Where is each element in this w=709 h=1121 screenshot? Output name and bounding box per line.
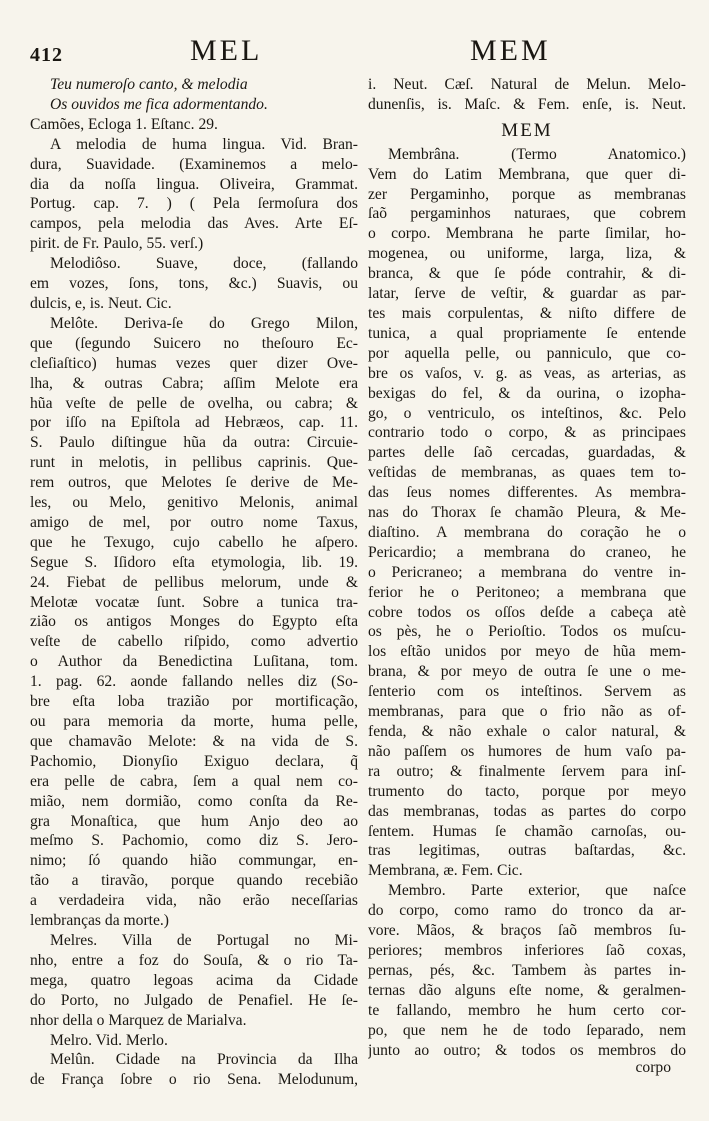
text-line: Membrâna. (Termo Anatomico.) (388, 145, 686, 163)
text-line: cleſiaſtico) humas vezes quer dizer Ove- (30, 354, 358, 372)
catchword: corpo (635, 1059, 671, 1076)
text-line: Camões, Ecloga 1. Eſtanc. 29. (30, 115, 218, 133)
text-line: junto ao outro; & todos os membros do (368, 1041, 686, 1059)
text-line: latar, ſerve de veſtir, & guardar as par- (368, 285, 686, 303)
text-line: ſenterio com os inteſtinos. Servem as (368, 683, 686, 701)
text-line: branca, & que ſe póde contrahir, & di- (368, 265, 686, 283)
text-line: Teu numeroſo canto, & melodia (50, 76, 248, 93)
text-line: rem outros, que Melotes ſe derive de Me- (30, 474, 358, 492)
text-line: dunenſis, is. Maſc. & Fem. enſe, is. Neut. (368, 95, 686, 113)
text-line: o Author da Benedictina Luſitana, tom. (30, 653, 358, 671)
text-line: nhor della o Marquez de Marialva. (30, 1011, 247, 1029)
text-line: que chamavão Melote: & na vida de S. (30, 732, 358, 750)
text-line: Melro. Vid. Merlo. (50, 1031, 168, 1049)
text-line: contrario todo o corpo, & as principaes (368, 424, 686, 442)
text-line: membranas, para que o frio não as of- (368, 703, 686, 721)
text-line: zer Pergaminho, porque as membranas (368, 185, 686, 203)
text-line: A melodia de huma lingua. Vid. Bran- (50, 135, 358, 153)
text-line: Melûn. Cidade na Provincia da Ilha (50, 1051, 358, 1069)
text-line: nimo; ſó quando hião commungar, en- (30, 852, 358, 870)
text-line: que he Texugo, cujo cabello he aſpero. (30, 533, 358, 551)
text-line: veſte de cabello riſpido, como advertio (30, 633, 358, 651)
text-line: bre eſta loba trazião por mortificação, (30, 693, 358, 711)
text-line: ſaõ pergaminhos naturaes, que cobrem (368, 205, 686, 223)
text-line: mogenea, ou uniforme, larga, liza, & (368, 245, 686, 263)
text-line: ſentem. Humas ſe chamão carnoſas, ou- (368, 822, 686, 840)
right-column (368, 75, 686, 1060)
text-line: os pès, he o Perioſtio. Todos os muſcu- (368, 623, 686, 641)
running-head-left: MEL (190, 34, 263, 67)
text-line: por aquella pelle, ou panniculo, que co- (368, 344, 686, 362)
text-line: que (ſegundo Suicero no theſouro Ec- (30, 334, 358, 352)
text-line: Melôte. Deriva-ſe do Grego Milon, (50, 314, 358, 332)
left-column (30, 75, 358, 1090)
text-line: pernas, pés, &c. Tambem às partes in- (368, 961, 686, 979)
text-line: lha, & outras Cabra; aſſim Melote era (30, 374, 358, 392)
text-line: tras legitimas, outras baſtardas, &c. (368, 842, 686, 860)
text-line: trumento do tacto, porque por meyo (368, 782, 686, 800)
text-line: tunica, a qual propriamente ſe entende (368, 324, 686, 342)
text-line: não paſſem os humores de hum vaſo pa- (368, 742, 686, 760)
running-head-right: MEM (470, 34, 551, 67)
text-line: nho, entre a foz do Souſa, & o rio Ta- (30, 951, 358, 969)
text-line: vore. Mãos, & braços ſaõ membros ſu- (368, 922, 686, 940)
text-line: nas do Thorax ſe chamão Pleura, & Me- (368, 504, 686, 522)
text-line: Os ouvidos me fica adormentando. (50, 95, 268, 113)
text-line: lembranças da morte.) (30, 912, 169, 930)
text-line: Melres. Villa de Portugal no Mi- (50, 931, 358, 949)
text-line: a verdadeira vida, não erão neceſſarias (30, 892, 358, 910)
text-line: mega, quatro legoas acima da Cidade (30, 971, 358, 989)
text-line: Membro. Parte exterior, que naſce (388, 882, 686, 900)
text-line: Segue S. Iſidoro eſta etymologia, lib. 19. (30, 553, 358, 571)
text-line: bexigas do fel, & da ourina, o izopha- (368, 384, 686, 402)
text-line: Melotæ vocatæ ſunt. Sobre a tunica tra- (30, 593, 358, 611)
text-line: amigo de mel, por outro nome Taxus, (30, 513, 358, 531)
text-line: hũa veſte de pelle de ovelha, ou cabra; & (30, 394, 358, 412)
text-line: dia da noſſa lingua. Oliveira, Grammat. (30, 175, 358, 193)
text-line: de França ſobre o rio Sena. Melodunum, (30, 1071, 358, 1089)
page-header (0, 32, 709, 72)
text-line: diaſtino. A membrana do coração he o (368, 523, 686, 541)
text-line: Pericardio; a membrana do craneo, he (368, 543, 686, 561)
text-line: cobre todos os oſſos deſde a cabeça atè (368, 603, 686, 621)
text-line: Portug. cap. 7. ) ( Pela ſermoſura dos (30, 195, 358, 213)
text-line: 24. Fiebat de pellibus melorum, unde & (30, 573, 358, 591)
text-line: te fallando, membro he hum certo cor- (368, 1001, 686, 1019)
text-line: ou para memoria da morte, huma pelle, (30, 713, 358, 730)
text-line: mião, nem dormião, como conſta da Re- (30, 792, 358, 810)
text-line: po, que nem he de todo ſeparado, nem (368, 1021, 686, 1039)
text-line: i. Neut. Cæſ. Natural de Melun. Melo- (368, 76, 686, 93)
text-line: dulcis, e, is. Neut. Cic. (30, 294, 172, 312)
text-line: gra Monaſtica, que hum Anjo deo ao (30, 812, 358, 830)
text-line: Membrana, æ. Fem. Cic. (368, 862, 523, 880)
text-line: do Porto, no Julgado de Penafiel. He ſe- (30, 991, 358, 1009)
text-line: pirit. de Fr. Paulo, 55. verſ.) (30, 235, 204, 253)
text-line: go, o ventriculo, os inteſtinos, &c. Pelo (368, 404, 686, 422)
text-line: Pachomio, Dionyſio Exiguo declara, q̃ (30, 752, 358, 770)
page-number: 412 (30, 44, 63, 66)
text-line: veſtidas de membranas, as quaes tem to- (368, 464, 686, 482)
text-line: Vem do Latim Membrana, que quer di- (368, 165, 686, 183)
text-line: partes delle ſaõ cercadas, guardadas, & (368, 444, 686, 462)
text-line: por iſſo na Epiſtola ad Hebræos, cap. 11. (30, 414, 358, 432)
text-line: Melodiôso. Suave, doce, (fallando (50, 255, 358, 273)
text-line: dura, Suavidade. (Examinemos a melo- (30, 155, 358, 173)
text-line: era pelle de cabra, ſem a qual nem co- (30, 772, 358, 790)
text-line: S. Paulo diſtingue hũa da outra: Circuie- (30, 434, 358, 452)
text-line: do corpo, como ramo do tronco da ar- (368, 902, 686, 920)
text-line: fenda, & não exhale o calor natural, & (368, 723, 686, 740)
text-line: o Pericraneo; a membrana do ventre in- (368, 563, 686, 581)
text-line: das membranas, todas as partes do corpo (368, 802, 686, 820)
text-line: bre os vaſos, v. g. as veas, as arterias, as (368, 364, 686, 382)
text-line: campos, pela melodia das Aves. Arte Eſ- (30, 215, 358, 233)
text-line: ferior he o Peritoneo; a membrana que (368, 583, 686, 601)
text-line: periores; membros inferiores ſaõ coxas, (368, 941, 686, 959)
text-line: meſmo S. Pachomio, como diz S. Jero- (30, 832, 358, 850)
text-line: em vozes, ſons, tons, &c.) Suavis, ou (30, 275, 358, 293)
text-line: MEM (501, 120, 553, 141)
text-line: runt in melotis, in pellibus caprinis. Que- (30, 454, 358, 472)
text-line: tão a tiravão, porque quando recebião (30, 872, 358, 890)
text-line: zião os antigos Monges do Egypto eſta (30, 613, 358, 631)
text-line: 1. pag. 62. aonde fallando nelles diz (So- (30, 673, 358, 691)
text-line: los eſtão unidos por meyo de hũa mem- (368, 643, 686, 661)
text-line: tes mais corpulentas, & niſto differe de (368, 304, 686, 322)
text-line: brana, & por meyo de outra ſe une o me- (368, 663, 686, 681)
text-line: o corpo. Membrana he parte ſimilar, ho- (368, 225, 686, 243)
text-line: les, ou Melo, genitivo Melonis, animal (30, 494, 358, 512)
text-line: ternas dão alguns eſte nome, & geralmen- (368, 981, 686, 999)
text-line: das ſeus nomes differentes. As membra- (368, 484, 686, 502)
text-line: ra outro; & finalmente ſervem para inſ- (368, 762, 686, 780)
